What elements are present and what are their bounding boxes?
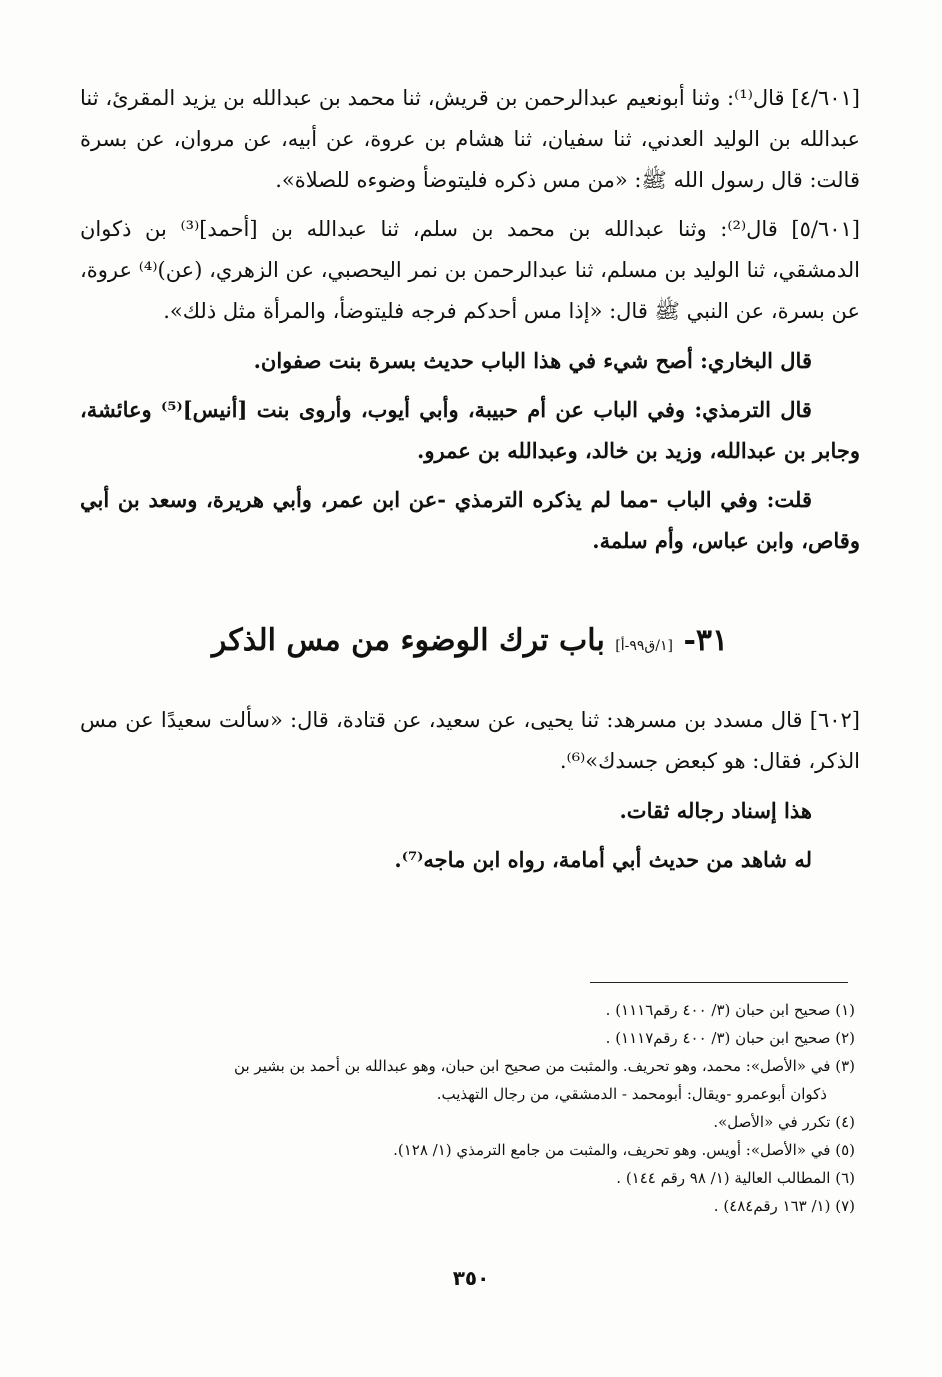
chapter-number: ٣١- [683, 623, 729, 658]
footnote: (٥) في «الأصل»: أويس. وهو تحريف، والمثبت من جامع الترمذي (١/ ١٢٨). [393, 1141, 855, 1159]
page-number: ٣٥٠ [452, 1266, 490, 1290]
footnote: (٣) في «الأصل»: محمد، وهو تحريف. والمثبت من صحيح ابن حبان، وهو عبدالله بن أحمد بن بشير بن [234, 1057, 855, 1075]
chapter-heading [80, 621, 860, 666]
page-body [80, 78, 860, 880]
footnotes [80, 996, 855, 1220]
hadith-paragraph: [٦٠٢] قال مسدد بن مسرهد: ثنا يحيى، عن سعيد، عن قتادة، قال: «سألت سعيدًا عن مس الذكر، فقال: هو كبعض جسدك»⁽⁶⁾. [80, 708, 860, 773]
footnote: (٧) (١/ ١٦٣ رقم٤٨٤) . [713, 1197, 855, 1215]
footnote-continuation: ذكوان أبوعمرو -ويقال: أبومحمد - الدمشقي، من رجال التهذيب. [436, 1085, 827, 1103]
commentary-paragraph: قال الترمذي: وفي الباب عن أم حبيبة، وأبي أيوب، وأروى بنت [أنيس]⁽⁵⁾ وعائشة، وجابر بن عبدالله، وزيد بن خالد، وعبدالله بن عمرو. [80, 397, 860, 463]
footnote: (٢) صحيح ابن حبان (٣/ ٤٠٠ رقم١١١٧) . [605, 1029, 855, 1047]
manuscript-ref: [١/ق٩٩-أ] [615, 638, 673, 654]
footnote: (٦) المطالب العالية (١/ ٩٨ رقم ١٤٤) . [616, 1169, 855, 1187]
hadith-paragraph: [٤/٦٠١] قال⁽¹⁾: وثنا أبونعيم عبدالرحمن بن قريش، ثنا محمد بن عبدالله بن يزيد المقرئ، ثنا عبدالله بن الوليد العدني، ثنا سفيان، ثنا هشام بن عروة، عن أبيه، عن مروان، عن بسرة قالت: قال رسول الله ﷺ: «من مس ذكره فليتوضأ وضوءه للصلاة». [80, 86, 860, 192]
chapter-title: باب ترك الوضوء من مس الذكر [211, 623, 605, 658]
commentary-paragraph: قال البخاري: أصح شيء في هذا الباب حديث بسرة بنت صفوان. [253, 348, 812, 373]
footnote: (١) صحيح ابن حبان (٣/ ٤٠٠ رقم١١١٦) . [605, 1001, 855, 1019]
commentary-paragraph: قلت: وفي الباب -مما لم يذكره الترمذي -عن ابن عمر، وأبي هريرة، وسعد بن أبي وقاص، وابن عباس، وأم سلمة. [80, 487, 860, 553]
hadith-paragraph: [٥/٦٠١] قال⁽²⁾: وثنا عبدالله بن محمد بن سلم، ثنا عبدالله بن [أحمد]⁽³⁾ بن ذكوان الدمشقي، ثنا الوليد بن مسلم، ثنا عبدالرحمن بن نمر اليحصبي، عن الزهري، (عن)⁽⁴⁾ عروة، عن بسرة، عن النبي ﷺ قال: «إذا مس أحدكم فرجه فليتوضأ، والمرأة مثل ذلك». [80, 217, 861, 323]
commentary-paragraph: له شاهد من حديث أبي أمامة، رواه ابن ماجه⁽⁷⁾. [394, 847, 812, 872]
footnote: (٤) تكرر في «الأصل». [713, 1113, 855, 1131]
commentary-paragraph: هذا إسناد رجاله ثقات. [619, 798, 812, 823]
footnote-divider [590, 982, 848, 983]
